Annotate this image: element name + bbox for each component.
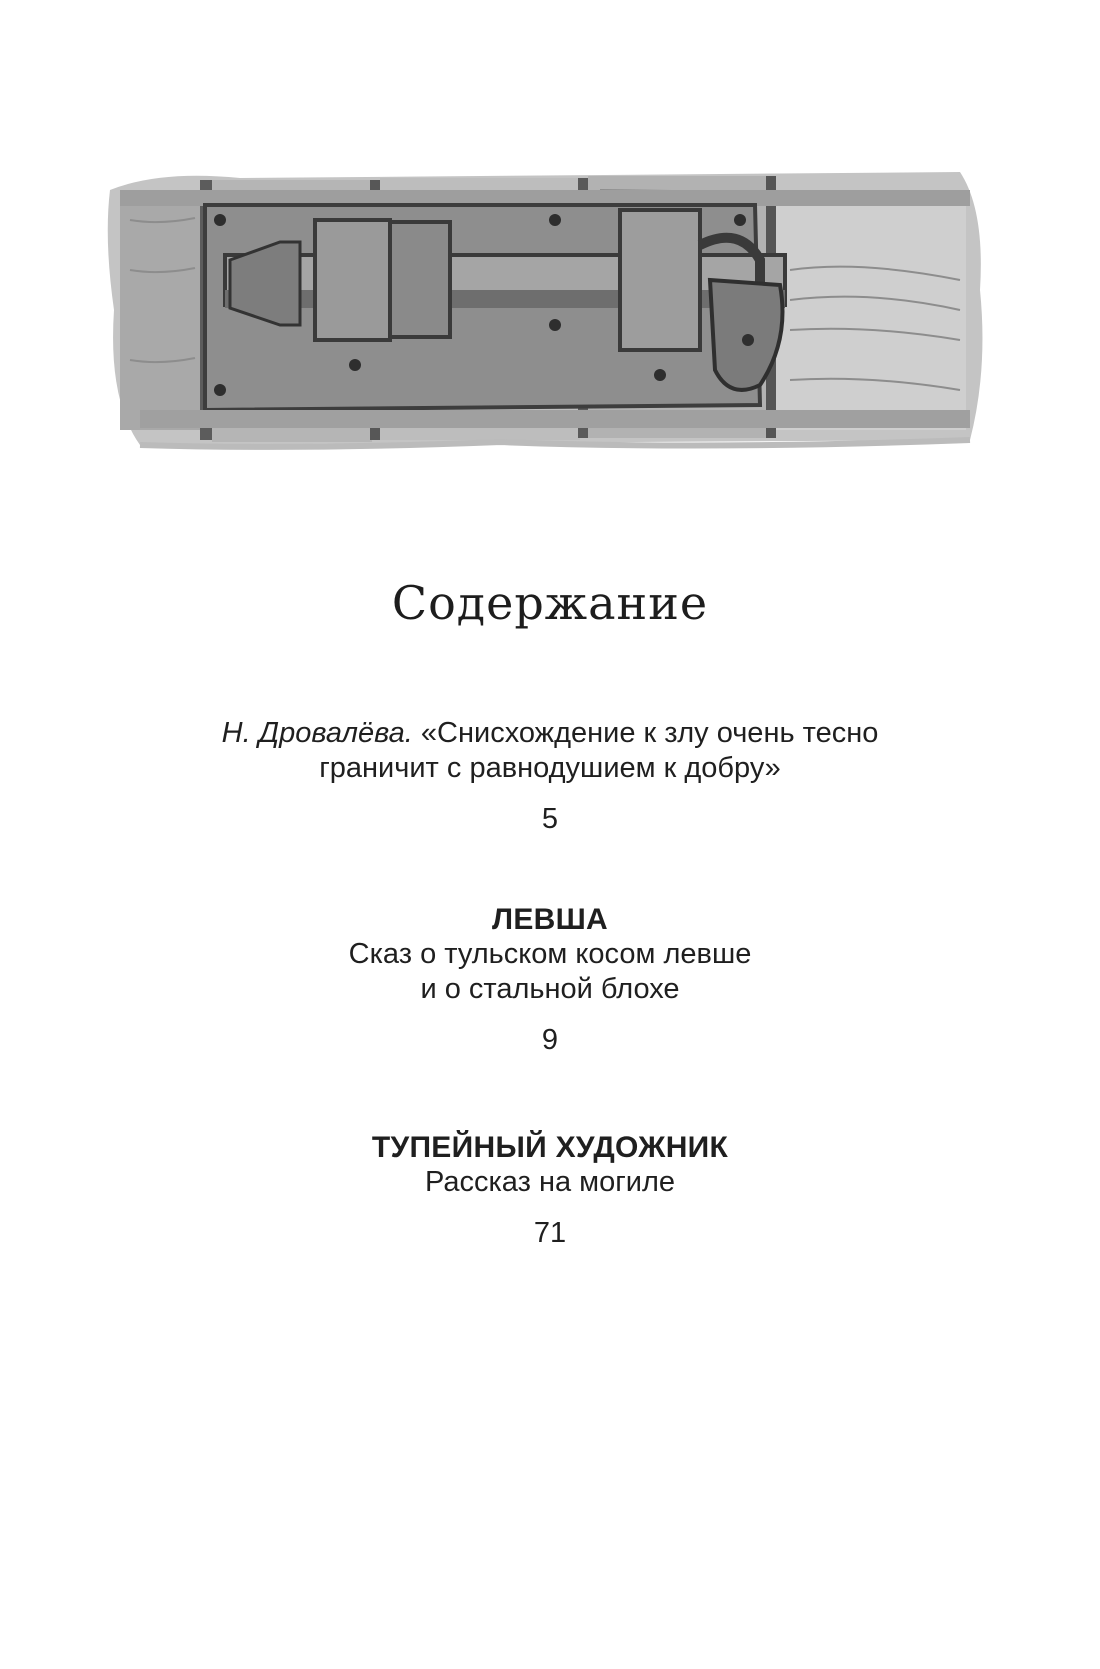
- toc-entry-foreword: [0, 716, 1100, 837]
- toc-entry-heading: ЛЕВША: [491, 903, 609, 936]
- toc-entry-title-line2: граничит с равнодушием к добру»: [319, 752, 781, 784]
- staple-3: [620, 210, 700, 350]
- bottom-rail: [140, 410, 970, 428]
- toc-entry-page-number: 9: [541, 1024, 559, 1056]
- toc-entry-tupeiny-khudozhnik: [0, 1130, 1100, 1251]
- toc-entry-heading: ТУПЕЙНЫЙ ХУДОЖНИК: [371, 1131, 729, 1164]
- latch-illustration: [100, 150, 992, 455]
- page-title: Содержание: [391, 576, 709, 630]
- toc-entry-page-number: 5: [541, 803, 559, 835]
- toc-entry-levsha: [0, 902, 1100, 1058]
- staple-1: [315, 220, 390, 340]
- staple-2: [390, 222, 450, 337]
- toc-entry-line: [0, 716, 1100, 751]
- latch-drawing: [100, 150, 992, 455]
- plank-left: [120, 190, 200, 430]
- toc-entry-subtitle-line1: Сказ о тульском косом левше: [348, 938, 752, 970]
- toc-entry-page-number: 71: [533, 1217, 567, 1249]
- toc-entry-author: Н. Дровалёва.: [221, 717, 413, 749]
- toc-entry-subtitle-line1: Рассказ на могиле: [424, 1166, 676, 1198]
- padlock-keyhole: [742, 334, 754, 346]
- toc-entry-subtitle-line2: и о стальной блохе: [420, 973, 680, 1005]
- toc-entry-title-line1: «Снисхождение к злу очень тесно: [420, 717, 879, 749]
- plank-right: [776, 190, 966, 430]
